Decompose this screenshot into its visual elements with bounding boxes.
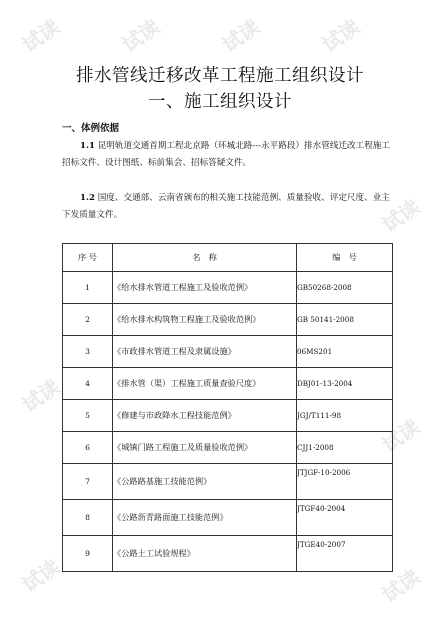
row-number: 9 — [63, 536, 113, 572]
standard-name: 《公路沥青路面施工技能范例》 — [113, 500, 297, 536]
row-number: 8 — [63, 500, 113, 536]
table-row — [63, 464, 393, 500]
row-number: 4 — [63, 368, 113, 400]
standards-table — [62, 243, 393, 572]
paragraph — [62, 138, 392, 172]
watermark: 试读 — [117, 14, 165, 58]
table-row — [63, 500, 393, 536]
standard-code: DBJ01-13-2004 — [297, 368, 393, 400]
standard-name: 《公路路基施工技能范例》 — [113, 464, 297, 500]
table-row — [63, 272, 393, 304]
standard-name: 《公路土工试验规程》 — [113, 536, 297, 572]
watermark: 试读 — [17, 14, 65, 58]
standard-code: JTJGF-10-2006 — [297, 464, 393, 500]
header-name: 名 称 — [113, 244, 297, 272]
row-number: 7 — [63, 464, 113, 500]
table-header-row — [63, 244, 393, 272]
row-number: 3 — [63, 336, 113, 368]
watermark: 试读 — [377, 414, 425, 458]
standard-name: 《城镇门路工程施工及质量验收范例》 — [113, 432, 297, 464]
standard-code: JTGF40-2004 — [297, 500, 393, 536]
row-number: 2 — [63, 304, 113, 336]
document-title: 排水管线迁移改革工程施工组织设计 — [76, 66, 364, 86]
standard-code: 06MS201 — [297, 336, 393, 368]
standard-code: GB 50141-2008 — [297, 304, 393, 336]
standard-code: JGJ/T111-98 — [297, 400, 393, 432]
row-number: 6 — [63, 432, 113, 464]
paragraph-text: 昆明轨道交通首期工程北京路（环城北路---永平路段）排水管线迁改工程施工招标文件、设计图纸、标前集会、招标答疑文件。 — [62, 141, 390, 168]
table-row — [63, 536, 393, 572]
table-row — [63, 368, 393, 400]
standard-code: GB50268-2008 — [297, 272, 393, 304]
standard-name: 《排水管（渠）工程施工质量查验尺度》 — [113, 368, 297, 400]
table-row — [63, 336, 393, 368]
watermark: 试读 — [217, 14, 265, 58]
header-code: 编 号 — [297, 244, 393, 272]
watermark: 试读 — [17, 374, 65, 418]
paragraph-text: 国度、交通部、云南省颁布的相关施工技能范例、质量验收、评定尺度、业主下发质量文件。 — [62, 193, 390, 220]
watermark: 试读 — [377, 564, 425, 608]
standard-code: CJJ1-2008 — [297, 432, 393, 464]
table-row — [63, 304, 393, 336]
paragraph — [62, 190, 392, 224]
header-number: 序 号 — [63, 244, 113, 272]
standard-name: 《给水排水构筑物工程施工及验收范例》 — [113, 304, 297, 336]
standard-name: 《给水排水管道工程施工及验收范例》 — [113, 272, 297, 304]
row-number: 5 — [63, 400, 113, 432]
standard-code: JTGE40-2007 — [297, 536, 393, 572]
section-heading: 一、体例依据 — [62, 123, 120, 134]
document-subtitle: 一、施工组织设计 — [148, 92, 292, 112]
watermark: 试读 — [377, 194, 425, 238]
paragraph-number: 1.1 — [80, 141, 95, 151]
table-row — [63, 432, 393, 464]
standard-name: 《修建与市政降水工程技能范例》 — [113, 400, 297, 432]
row-number: 1 — [63, 272, 113, 304]
watermark: 试读 — [17, 554, 65, 598]
paragraph-number: 1.2 — [80, 193, 95, 203]
standard-name: 《市政排水管道工程及隶属设施》 — [113, 336, 297, 368]
table-row — [63, 400, 393, 432]
watermark: 试读 — [317, 14, 365, 58]
